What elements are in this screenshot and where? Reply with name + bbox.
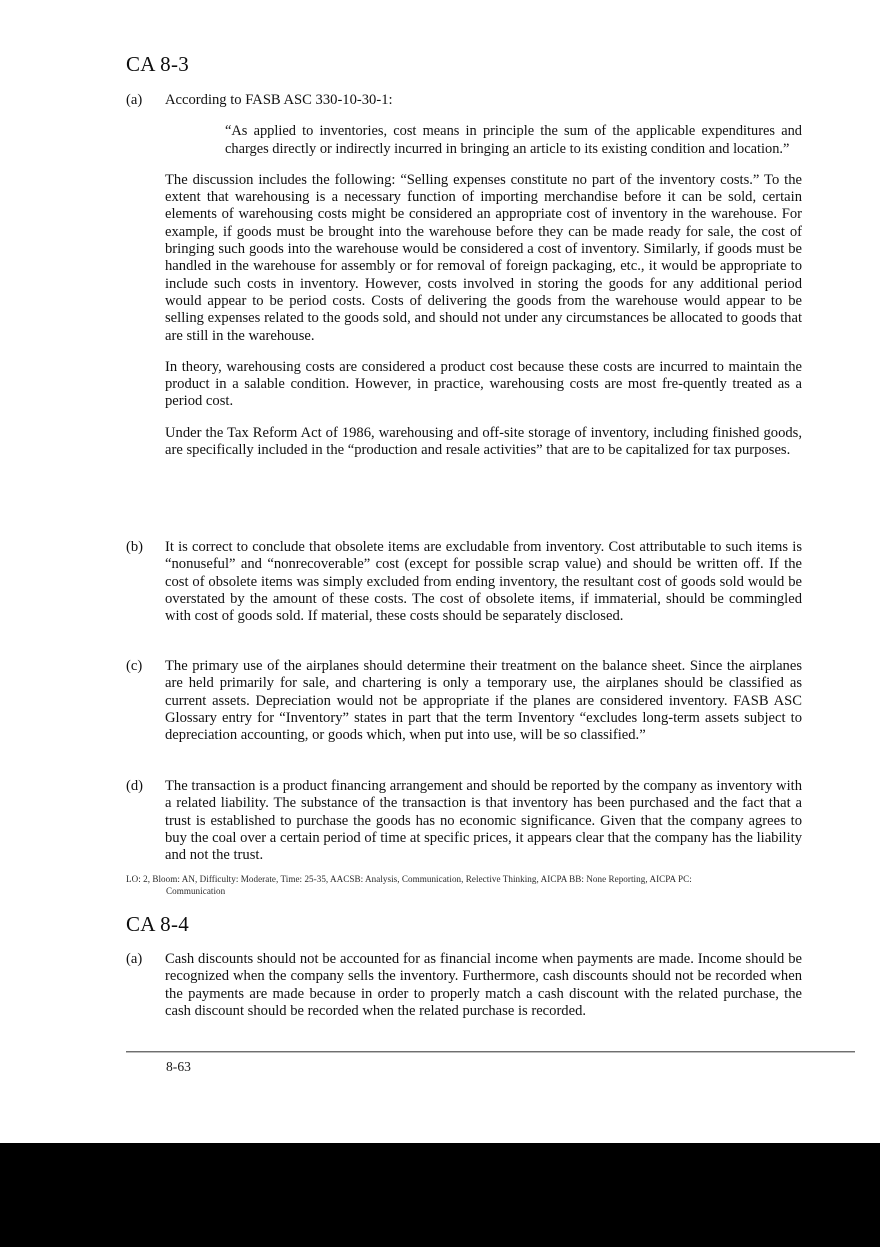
list-item-a-ca83 bbox=[126, 92, 802, 459]
section-heading-ca-8-3: CA 8-3 bbox=[126, 52, 190, 76]
item-body bbox=[165, 658, 802, 744]
bottom-black-band bbox=[0, 1143, 880, 1247]
item-label: (a) bbox=[126, 92, 143, 108]
paragraph: The transaction is a product financing arrangement and should be reported by the company as inventory with a related liability. The substance of the transaction is that inventory has been purchased and the fact that a trust is established to purchase the goods has no economic significance. Given that the company agrees to buy the coal over a certain period of time at specific prices, it appears clear that the company has the liability and not the trust. bbox=[165, 778, 802, 864]
blockquote-fasb-asc: “As applied to inventories, cost means in principle the sum of the applicable expenditures and charges directly or indirectly incurred in bringing an article to its existing condition and location.” bbox=[225, 123, 802, 157]
list-item-b-ca83 bbox=[126, 539, 802, 625]
learning-objective-metadata bbox=[126, 874, 820, 897]
item-lead-text: According to FASB ASC 330-10-30-1: bbox=[165, 92, 393, 108]
item-body bbox=[165, 951, 802, 1020]
footer-divider bbox=[126, 1051, 855, 1053]
item-body bbox=[165, 92, 802, 459]
item-label: (d) bbox=[126, 778, 144, 794]
metadata-main-text: LO: 2, Bloom: AN, Difficulty: Moderate, Time: 25-35, AACSB: Analysis, Communication, Relective Thinking, AICPA BB: None Reporting, AICPA PC: bbox=[126, 874, 692, 884]
item-label: (c) bbox=[126, 658, 143, 674]
page-number: 8-63 bbox=[166, 1059, 191, 1074]
paragraph: The primary use of the airplanes should determine their treatment on the balance sheet. Since the airplanes are held primarily for sale, and chartering is only a temporary use, the airplanes should be classified as current assets. Depreciation would not be appropriate if the planes are considered inventory. FASB ASC Glossary entry for “Inventory” states in part that the term Inventory “excludes long-term assets subject to depreciation accounting, or goods which, when put into use, will be so classified.” bbox=[165, 658, 802, 744]
metadata-continuation-text: Communication bbox=[166, 885, 226, 896]
list-item-a-ca84 bbox=[126, 951, 802, 1020]
item-label: (b) bbox=[126, 539, 144, 555]
paragraph: It is correct to conclude that obsolete items are excludable from inventory. Cost attributable to such items is “nonuseful” and “nonrecoverable” cost (except for possible scrap value) and should be written off. If the cost of obsolete items was simply excluded from ending inventory, the resultant cost of goods sold would be overstated by the amount of these costs. The cost of obsolete items, if immaterial, should be commingled with cost of goods sold. If material, these costs should be separately disclosed. bbox=[165, 539, 802, 625]
list-item-d-ca83 bbox=[126, 778, 802, 864]
paragraph: Cash discounts should not be accounted for as financial income when payments are made. Income should be recognized when the company sells the inventory. Furthermore, cash discounts should not be recorded when the payments are made because in order to properly match a cash discount with the related purchase, the cash discount should be recorded when the related purchase is recorded. bbox=[165, 951, 802, 1019]
paragraph: Under the Tax Reform Act of 1986, warehousing and off-site storage of inventory, including finished goods, are specifically included in the “production and resale activities” that are to be capitalized for tax purposes. bbox=[165, 424, 802, 459]
item-body bbox=[165, 539, 802, 625]
section-heading-ca-8-4: CA 8-4 bbox=[126, 912, 190, 936]
paragraph: In theory, warehousing costs are considered a product cost because these costs are incurred to maintain the product in a salable condition. However, in practice, warehousing costs are most fre-quently treated as a period cost. bbox=[165, 358, 802, 410]
item-body bbox=[165, 778, 802, 864]
list-item-c-ca83 bbox=[126, 658, 802, 744]
item-label: (a) bbox=[126, 951, 143, 967]
paragraph: The discussion includes the following: “Selling expenses constitute no part of the inventory costs.” To the extent that warehousing is a necessary function of importing merchandise before it can be sold, certain elements of warehousing costs might be considered an appropriate cost of inventory in the warehouse. For example, if goods must be brought into the warehouse before they can be made ready for sale, the cost of bringing such goods into the warehouse would be considered a cost of inventory. Similarly, if goods must be handled in the warehouse for assembly or for removal of foreign packaging, etc., it would be appropriate to include such costs in inventory. However, costs involved in storing the goods for any additional period would appear to be period costs. Costs of delivering the goods from the warehouse would appear to be selling expenses related to the goods sold, and should not under any circumstances be allocated to goods that are still in the warehouse. bbox=[165, 171, 802, 344]
